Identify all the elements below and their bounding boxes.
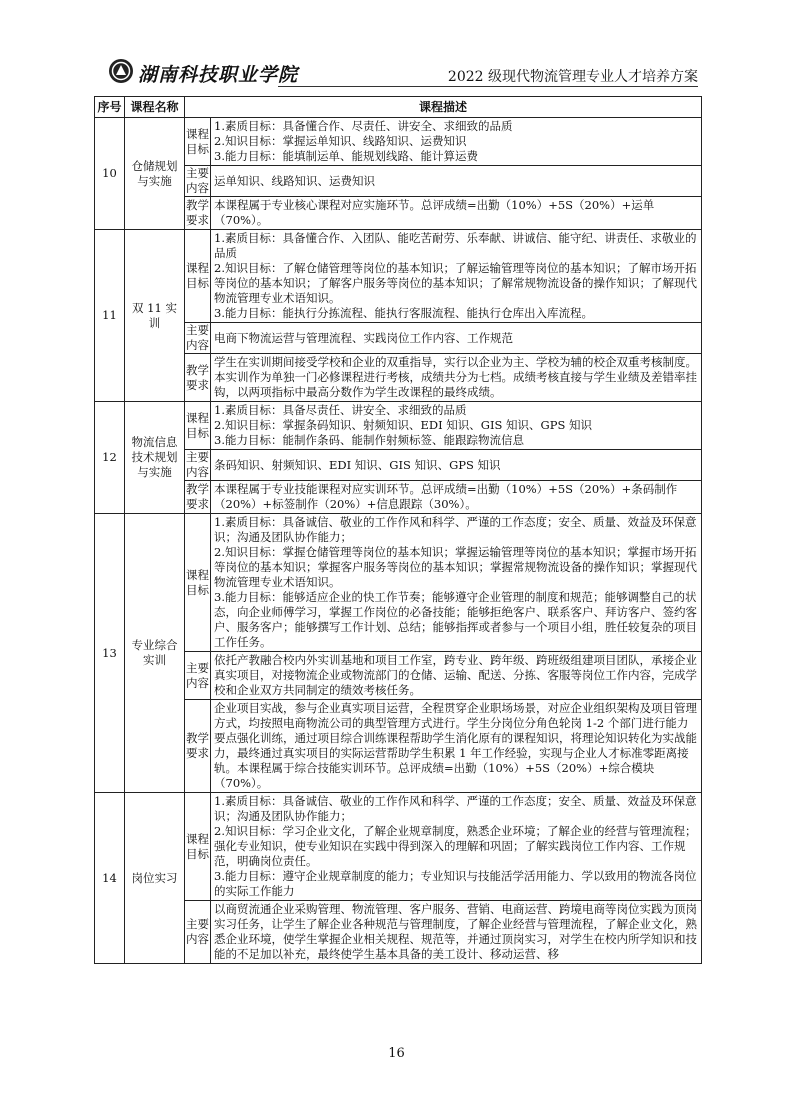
section-content-text bbox=[211, 901, 702, 964]
label-line: 主要 bbox=[186, 660, 209, 675]
description-line: 3.能力目标：能够适应企业的快工作节奏；能够遵守企业管理的制度和规范；能够调整自己的状态，向企业师傅学习，掌握工作岗位的必备技能；能够拒绝客户、联系客户、拜访客户、签约客户、服务客户；能够撰写工作计划、总结；能够指挥或者参与一个项目小组，胜任较复杂的项目工作任务。 bbox=[214, 590, 697, 649]
section-label bbox=[185, 901, 211, 964]
section-goal-text bbox=[211, 402, 702, 450]
label-line: 教学 bbox=[186, 198, 209, 212]
label-line: 课程 bbox=[186, 410, 209, 425]
table-row bbox=[95, 402, 702, 450]
header-desc: 课程描述 bbox=[185, 97, 702, 118]
description-line: 2.知识目标：掌握运单知识、线路知识、运费知识 bbox=[214, 134, 467, 148]
table-row bbox=[95, 118, 702, 166]
label-line: 目标 bbox=[186, 846, 209, 861]
row-number: 12 bbox=[95, 402, 125, 514]
header-divider bbox=[278, 86, 698, 87]
page-number: 16 bbox=[388, 1046, 405, 1061]
label-line: 要求 bbox=[186, 746, 209, 760]
description-line: 1.素质目标：具备懂合作、尽责任、讲安全、求细致的品质 bbox=[214, 119, 513, 133]
section-label bbox=[185, 230, 211, 323]
label-line: 内容 bbox=[186, 932, 209, 946]
description-line: 1.素质目标：具备尽责任、讲安全、求细致的品质 bbox=[214, 403, 467, 417]
description-line: 3.能力目标：遵守企业规章制度的能力；专业知识与技能活学活用能力、学以致用的物流各岗位的实际工作能力 bbox=[214, 869, 697, 898]
section-goal-text bbox=[211, 230, 702, 323]
description-line: 运单知识、线路知识、运费知识 bbox=[214, 173, 375, 188]
section-label bbox=[185, 197, 211, 230]
section-goal-text bbox=[211, 793, 702, 901]
table-row bbox=[95, 481, 702, 514]
section-content-text bbox=[211, 652, 702, 700]
section-goal-text bbox=[211, 118, 702, 166]
section-content-text bbox=[211, 323, 702, 354]
section-label bbox=[185, 402, 211, 450]
section-label bbox=[185, 793, 211, 901]
label-line: 主要 bbox=[186, 323, 209, 337]
label-line: 内容 bbox=[186, 465, 209, 479]
label-line: 内容 bbox=[186, 181, 209, 195]
table-row bbox=[95, 450, 702, 481]
course-table bbox=[94, 96, 702, 964]
description-line: 本课程属于专业技能课程对应实训环节。总评成绩=出勤（10%）+5S（20%）+条码制作（20%）+标签制作（20%）+信息跟踪（30%）。 bbox=[214, 482, 678, 511]
table-row bbox=[95, 230, 702, 323]
label-line: 目标 bbox=[186, 141, 209, 156]
description-line: 条码知识、射频知识、EDI 知识、GIS 知识、GPS 知识 bbox=[214, 457, 501, 472]
table-row bbox=[95, 901, 702, 964]
label-line: 目标 bbox=[186, 425, 209, 440]
table-row bbox=[95, 514, 702, 652]
label-line: 目标 bbox=[186, 582, 209, 597]
description-line: 2.知识目标：学习企业文化，了解企业规章制度，熟悉企业环境；了解企业的经营与管理流程；强化专业知识，使专业知识在实践中得到深入的理解和巩固；了解实践岗位工作内容、工作规范，明确岗位责任。 bbox=[214, 824, 697, 868]
section-label bbox=[185, 118, 211, 166]
section-goal-text bbox=[211, 514, 702, 652]
section-req-text bbox=[211, 481, 702, 514]
row-number: 13 bbox=[95, 514, 125, 793]
description-line: 3.能力目标：能制作条码、能制作射频标签、能跟踪物流信息 bbox=[214, 433, 524, 447]
label-line: 教学 bbox=[186, 362, 209, 377]
section-label bbox=[185, 323, 211, 354]
school-name: 湖南科技职业学院 bbox=[138, 64, 299, 86]
page-header bbox=[108, 58, 698, 90]
course-name: 物流信息技术规划与实施 bbox=[125, 402, 185, 514]
label-line: 目标 bbox=[186, 276, 209, 290]
section-label bbox=[185, 166, 211, 197]
table-row bbox=[95, 652, 702, 700]
label-line: 内容 bbox=[186, 338, 209, 352]
section-label bbox=[185, 700, 211, 793]
header-name: 课程名称 bbox=[125, 97, 185, 118]
section-label bbox=[185, 652, 211, 700]
description-line: 1.素质目标：具备诚信、敬业的工作作风和科学、严谨的工作态度；安全、质量、效益及环保意识；沟通及团队协作能力； bbox=[214, 515, 697, 544]
section-req-text bbox=[211, 354, 702, 402]
table-header-row bbox=[95, 97, 702, 118]
description-line: 电商下物流运营与管理流程、实践岗位工作内容、工作规范 bbox=[214, 330, 513, 345]
description-line: 3.能力目标：能执行分拣流程、能执行客服流程、能执行仓库出入库流程。 bbox=[214, 306, 593, 320]
section-label bbox=[185, 481, 211, 514]
label-line: 课程 bbox=[186, 126, 209, 141]
table-row bbox=[95, 197, 702, 230]
label-line: 课程 bbox=[186, 831, 209, 846]
description-line: 2.知识目标：了解仓储管理等岗位的基本知识；了解运输管理等岗位的基本知识；了解市场开拓等岗位的基本知识；了解客户服务等岗位的基本知识；了解常规物流设备的操作知识；了解现代物流管理专业术语知识。 bbox=[214, 261, 697, 305]
description-line: 学生在实训期间接受学校和企业的双重指导，实行以企业为主、学校为辅的校企双重考核制度。本实训作为单独一门必修课程进行考核，成绩共分为七档。成绩考核直接与学生业绩及差错率挂钩，以两项指标中最高分数作为学生改课程的最终成绩。 bbox=[214, 355, 697, 399]
row-number: 11 bbox=[95, 230, 125, 402]
row-number: 10 bbox=[95, 118, 125, 230]
course-name: 岗位实习 bbox=[125, 793, 185, 964]
description-line: 1.素质目标：具备诚信、敬业的工作作风和科学、严谨的工作态度；安全、质量、效益及环保意识；沟通及团队协作能力； bbox=[214, 794, 697, 823]
table-row bbox=[95, 793, 702, 901]
description-line: 1.素质目标：具备懂合作、入团队、能吃苦耐劳、乐奉献、讲诚信、能守纪、讲责任、求敬业的品质 bbox=[214, 231, 697, 260]
label-line: 主要 bbox=[186, 917, 209, 931]
table-row bbox=[95, 323, 702, 354]
description-line: 3.能力目标：能填制运单、能规划线路、能计算运费 bbox=[214, 149, 478, 163]
course-name: 双 11 实训 bbox=[125, 230, 185, 402]
label-line: 教学 bbox=[186, 482, 209, 496]
course-name: 专业综合实训 bbox=[125, 514, 185, 793]
section-label bbox=[185, 450, 211, 481]
label-line: 要求 bbox=[186, 213, 209, 227]
row-number: 14 bbox=[95, 793, 125, 964]
course-name: 仓储规划与实施 bbox=[125, 118, 185, 230]
school-logo-icon bbox=[108, 58, 134, 84]
section-label bbox=[185, 514, 211, 652]
label-line: 要求 bbox=[186, 497, 209, 511]
label-line: 课程 bbox=[186, 567, 209, 582]
section-label bbox=[185, 354, 211, 402]
description-line: 企业项目实战，参与企业真实项目运营，全程贯穿企业职场场景，对应企业组织架构及项目管理方式，均按照电商物流公司的典型管理方式进行。学生分岗位分角色轮岗 1-2 个部门进行能力要点强化训练，通过项目综合训练课程帮助学生消化原有的课程知识，将理论知识转化为实战能力，最终通过真实项目的实际运营帮助学生积累 1 年工作经验，实现与企业人才标准零距离接轨。本课程属于综合技能实训环节。总评成绩=出勤（10%）+5S（20%）+综合模块（70%）。 bbox=[214, 701, 697, 790]
description-line: 以商贸流通企业采购管理、物流管理、客户服务、营销、电商运营、跨境电商等岗位实践为顶岗实习任务，让学生了解企业各种规范与管理制度，了解企业经营与管理流程，了解企业文化，熟悉企业环境，使学生掌握企业相关规程、规范等，并通过顶岗实习，对学生在校内所学知识和技能的不足加以补充，最终使学生基本具备的美工设计、移动运营、移 bbox=[214, 902, 697, 961]
label-line: 主要 bbox=[186, 450, 209, 464]
section-req-text bbox=[211, 197, 702, 230]
table-row bbox=[95, 166, 702, 197]
description-line: 2.知识目标：掌握仓储管理等岗位的基本知识；掌握运输管理等岗位的基本知识；掌握市场开拓等岗位的基本知识；掌握客户服务等岗位的基本知识；掌握常规物流设备的操作知识；掌握现代物流管理专业术语知识。 bbox=[214, 545, 697, 589]
section-content-text bbox=[211, 166, 702, 197]
description-line: 本课程属于专业核心课程对应实施环节。总评成绩=出勤（10%）+5S（20%）+运单（70%）。 bbox=[214, 198, 655, 227]
document-title: 2022 级现代物流管理专业人才培养方案 bbox=[447, 69, 698, 85]
label-line: 要求 bbox=[186, 377, 209, 392]
label-line: 主要 bbox=[186, 166, 209, 180]
table-row bbox=[95, 700, 702, 793]
table-row bbox=[95, 354, 702, 402]
description-line: 依托产教融合校内外实训基地和项目工作室，跨专业、跨年级、跨班级组建项目团队，承接企业真实项目，对接物流企业或物流部门的仓储、运输、配送、分拣、客服等岗位工作内容，完成学校和企业双方共同制定的绩效考核任务。 bbox=[214, 653, 697, 697]
label-line: 课程 bbox=[186, 261, 209, 275]
header-no: 序号 bbox=[95, 97, 125, 118]
label-line: 教学 bbox=[186, 731, 209, 745]
label-line: 内容 bbox=[186, 675, 209, 690]
description-line: 2.知识目标：掌握条码知识、射频知识、EDI 知识、GIS 知识、GPS 知识 bbox=[214, 418, 593, 432]
section-content-text bbox=[211, 450, 702, 481]
section-req-text bbox=[211, 700, 702, 793]
